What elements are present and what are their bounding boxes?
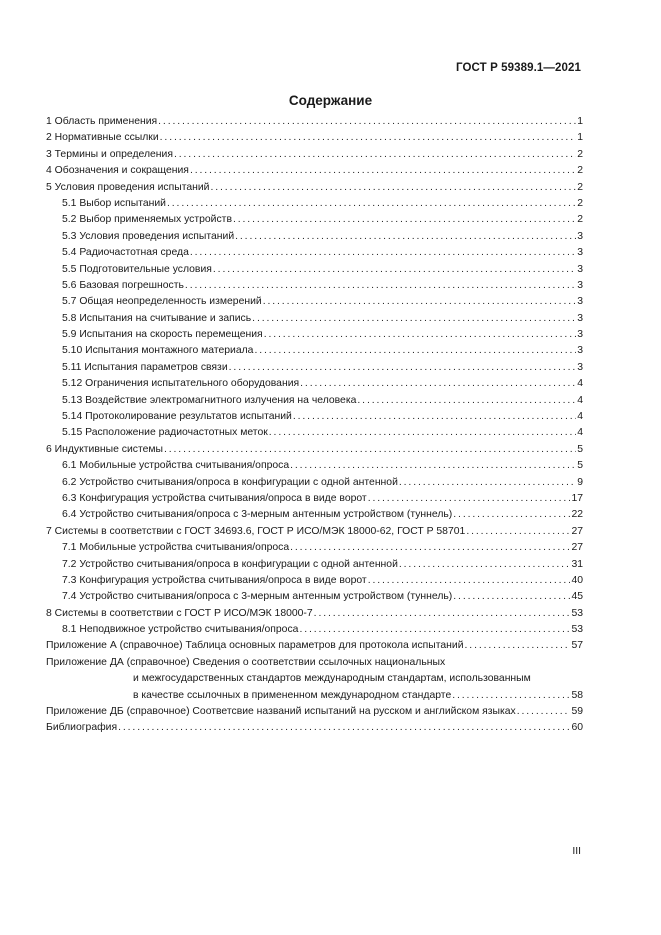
toc-dot-leader	[299, 622, 570, 638]
toc-entry-text: 2 Нормативные ссылки	[46, 132, 159, 144]
toc-entry[interactable]	[46, 704, 583, 720]
toc-entry[interactable]	[46, 524, 583, 540]
toc-entry-page: 22	[571, 509, 583, 521]
toc-entry-page: 2	[577, 197, 583, 209]
toc-entry[interactable]	[46, 573, 583, 589]
toc-dot-leader	[290, 540, 570, 556]
toc-entry-page: 2	[577, 181, 583, 193]
toc-dot-leader	[368, 491, 571, 507]
toc-entry-page: 5	[577, 460, 583, 472]
toc-dot-leader	[263, 294, 577, 310]
toc-dot-leader	[190, 245, 576, 261]
toc-entry-text: 5.15 Расположение радиочастотных меток	[62, 427, 268, 439]
toc-entry-page: 3	[577, 263, 583, 275]
toc-entry-text: 5.14 Протоколирование результатов испытаний	[62, 411, 292, 423]
toc-dot-leader	[233, 212, 576, 228]
toc-dot-leader	[252, 311, 576, 327]
toc-entry-text: 5.12 Ограничения испытательного оборудования	[62, 378, 300, 390]
toc-entry[interactable]	[46, 343, 583, 359]
toc-entry[interactable]	[46, 393, 583, 409]
toc-dot-leader	[300, 376, 576, 392]
toc-entry-page: 3	[577, 296, 583, 308]
toc-entry-page: 59	[571, 706, 583, 718]
toc-entry-text: 7.2 Устройство считывания/опроса в конфигурации с одной антенной	[62, 558, 398, 570]
toc-entry-text: 1 Область применения	[46, 115, 158, 127]
toc-entry[interactable]	[46, 278, 583, 294]
toc-entry-text: 7.1 Мобильные устройства считывания/опроса	[62, 542, 290, 554]
page-title: Содержание	[288, 93, 373, 108]
toc-entry-text: 6.2 Устройство считывания/опроса в конфигурации с одной антенной	[62, 476, 398, 488]
toc-entry[interactable]	[46, 409, 583, 425]
toc-entry-page: 3	[577, 345, 583, 357]
toc-entry-page: 60	[571, 722, 583, 734]
toc-entry[interactable]	[46, 376, 583, 392]
toc-dot-leader	[210, 180, 576, 196]
toc-entry-text: 6 Индуктивные системы	[46, 443, 163, 455]
toc-entry[interactable]	[46, 639, 583, 655]
toc-dot-leader	[160, 130, 577, 146]
toc-entry-text: 3 Термины и определения	[46, 148, 173, 160]
toc-entry-page: 45	[571, 591, 583, 603]
toc-dot-leader	[453, 589, 570, 605]
toc-entry-text: 6.3 Конфигурация устройства считывания/опроса в виде ворот	[62, 492, 367, 504]
toc-entry[interactable]	[46, 442, 583, 458]
toc-dot-leader	[185, 278, 576, 294]
toc-entry[interactable]	[46, 147, 583, 163]
toc-entry-text: 6.1 Мобильные устройства считывания/опроса	[62, 460, 290, 472]
toc-entry-text: 5.7 Общая неопределенность измерений	[62, 296, 262, 308]
toc-entry-page: 3	[577, 247, 583, 259]
toc-entry-text: 5.4 Радиочастотная среда	[62, 247, 189, 259]
toc-dot-leader	[164, 442, 576, 458]
toc-entry-page: 2	[577, 148, 583, 160]
toc-dot-leader	[235, 229, 576, 245]
toc-entry-page: 1	[577, 115, 583, 127]
toc-entry-text: 4 Обозначения и сокращения	[46, 165, 189, 177]
toc-entry-page: 9	[577, 476, 583, 488]
toc-entry-page: 53	[571, 624, 583, 636]
toc-entry-text: 5.6 Базовая погрешность	[62, 279, 184, 291]
toc-dot-leader	[118, 720, 570, 736]
toc-entry-text: 5.8 Испытания на считывание и запись	[62, 312, 252, 324]
toc-entry-page: 4	[577, 411, 583, 423]
toc-entry-page: 53	[571, 607, 583, 619]
toc-entry-text: 5.5 Подготовительные условия	[62, 263, 212, 275]
toc-entry[interactable]	[46, 196, 583, 212]
toc-entry-text: 5.2 Выбор применяемых устройств	[62, 214, 232, 226]
toc-entry[interactable]	[46, 311, 583, 327]
toc-entry-text: 5 Условия проведения испытаний	[46, 181, 210, 193]
toc-entry[interactable]	[46, 130, 583, 146]
toc-entry[interactable]	[46, 507, 583, 523]
toc-entry[interactable]	[46, 114, 583, 130]
toc-entry-page: 4	[577, 427, 583, 439]
toc-entry[interactable]	[46, 589, 583, 605]
toc-entry-text: 8.1 Неподвижное устройство считывания/опроса	[62, 624, 299, 636]
toc-entry-page: 3	[577, 279, 583, 291]
toc-entry[interactable]	[46, 606, 583, 622]
toc-entry-appendix-da-line2: и межгосударственных стандартов международным стандартам, использованным	[133, 673, 531, 685]
toc-dot-leader	[167, 196, 576, 212]
toc-entry-text: 6.4 Устройство считывания/опроса с 3-мерным антенным устройством (туннель)	[62, 509, 453, 521]
toc-entry-page: 5	[577, 443, 583, 455]
table-of-contents	[46, 114, 583, 737]
toc-entry-page: 1	[577, 132, 583, 144]
toc-entry[interactable]	[46, 212, 583, 228]
toc-entry-page: 3	[577, 312, 583, 324]
toc-entry-appendix-da-line3	[46, 688, 583, 704]
toc-entry-text: 5.1 Выбор испытаний	[62, 197, 166, 209]
toc-entry[interactable]	[46, 622, 583, 638]
toc-entry[interactable]	[46, 557, 583, 573]
toc-dot-leader	[213, 262, 576, 278]
toc-entry-page: 27	[571, 542, 583, 554]
toc-dot-leader	[174, 147, 576, 163]
page-number: III	[572, 846, 581, 857]
toc-dot-leader	[254, 343, 576, 359]
toc-entry[interactable]	[46, 475, 583, 491]
toc-entry[interactable]	[46, 229, 583, 245]
toc-dot-leader	[314, 606, 571, 622]
toc-entry-page: 2	[577, 165, 583, 177]
toc-dot-leader	[158, 114, 576, 130]
toc-entry[interactable]	[46, 262, 583, 278]
toc-entry-page: 2	[577, 214, 583, 226]
toc-entry-text: Библиография	[46, 722, 118, 734]
toc-entry-page: 3	[577, 230, 583, 242]
toc-dot-leader	[452, 688, 570, 704]
toc-dot-leader	[368, 573, 571, 589]
toc-entry-page: 27	[571, 525, 583, 537]
toc-entry[interactable]	[46, 360, 583, 376]
toc-dot-leader	[290, 458, 576, 474]
toc-entry[interactable]	[46, 425, 583, 441]
toc-entry-text: 5.13 Воздействие электромагнитного излучения на человека	[62, 394, 357, 406]
document-code-header: ГОСТ Р 59389.1—2021	[456, 62, 581, 74]
toc-entry-text: 7.3 Конфигурация устройства считывания/опроса в виде ворот	[62, 574, 367, 586]
toc-entry-text: 5.9 Испытания на скорость перемещения	[62, 329, 263, 341]
toc-entry-appendix-da[interactable]	[46, 655, 583, 704]
toc-dot-leader	[399, 557, 571, 573]
toc-entry-text: Приложение ДБ (справочное) Соответсвие названий испытаний на русском и английском языках	[46, 706, 516, 718]
toc-entry-page: 57	[571, 640, 583, 652]
toc-entry-page: 40	[571, 574, 583, 586]
toc-entry[interactable]	[46, 491, 583, 507]
toc-dot-leader	[517, 704, 571, 720]
toc-entry-text: в качестве ссылочных в примененном международном стандарте	[133, 689, 452, 701]
toc-dot-leader	[229, 360, 577, 376]
toc-entry[interactable]	[46, 458, 583, 474]
toc-entry-text: 7.4 Устройство считывания/опроса с 3-мерным антенным устройством (туннель)	[62, 591, 453, 603]
toc-entry-text: 7 Системы в соответствии с ГОСТ 34693.6, ГОСТ Р ИСО/МЭК 18000-62, ГОСТ Р 58701	[46, 525, 466, 537]
toc-entry[interactable]	[46, 294, 583, 310]
toc-entry-page: 4	[577, 378, 583, 390]
toc-dot-leader	[190, 163, 576, 179]
toc-dot-leader	[465, 638, 571, 654]
toc-entry-text: 8 Системы в соответствии с ГОСТ Р ИСО/МЭК 18000-7	[46, 607, 313, 619]
toc-entry-text: 5.3 Условия проведения испытаний	[62, 230, 235, 242]
toc-entry-appendix-da-line1: Приложение ДА (справочное) Сведения о соответствии ссылочных национальных	[46, 656, 446, 668]
toc-entry[interactable]	[46, 540, 583, 556]
toc-entry-text: 5.10 Испытания монтажного материала	[62, 345, 254, 357]
toc-dot-leader	[453, 507, 570, 523]
toc-entry-text: 5.11 Испытания параметров связи	[62, 361, 228, 373]
toc-dot-leader	[269, 425, 576, 441]
toc-entry-page: 4	[577, 394, 583, 406]
toc-entry[interactable]	[46, 720, 583, 736]
toc-main-entries	[46, 114, 583, 655]
toc-entry[interactable]	[46, 163, 583, 179]
toc-entry-page: 58	[571, 689, 583, 701]
toc-dot-leader	[264, 327, 577, 343]
toc-entry-page: 3	[577, 329, 583, 341]
toc-entry-page: 3	[577, 361, 583, 373]
toc-dot-leader	[357, 393, 576, 409]
toc-dot-leader	[399, 475, 576, 491]
toc-dot-leader	[466, 524, 570, 540]
toc-entry[interactable]	[46, 180, 583, 196]
toc-tail-entries	[46, 704, 583, 737]
toc-entry[interactable]	[46, 327, 583, 343]
toc-entry[interactable]	[46, 245, 583, 261]
toc-entry-text: Приложение А (справочное) Таблица основных параметров для протокола испытаний	[46, 640, 464, 652]
toc-entry-page: 17	[571, 492, 583, 504]
toc-entry-page: 31	[571, 558, 583, 570]
toc-dot-leader	[293, 409, 576, 425]
